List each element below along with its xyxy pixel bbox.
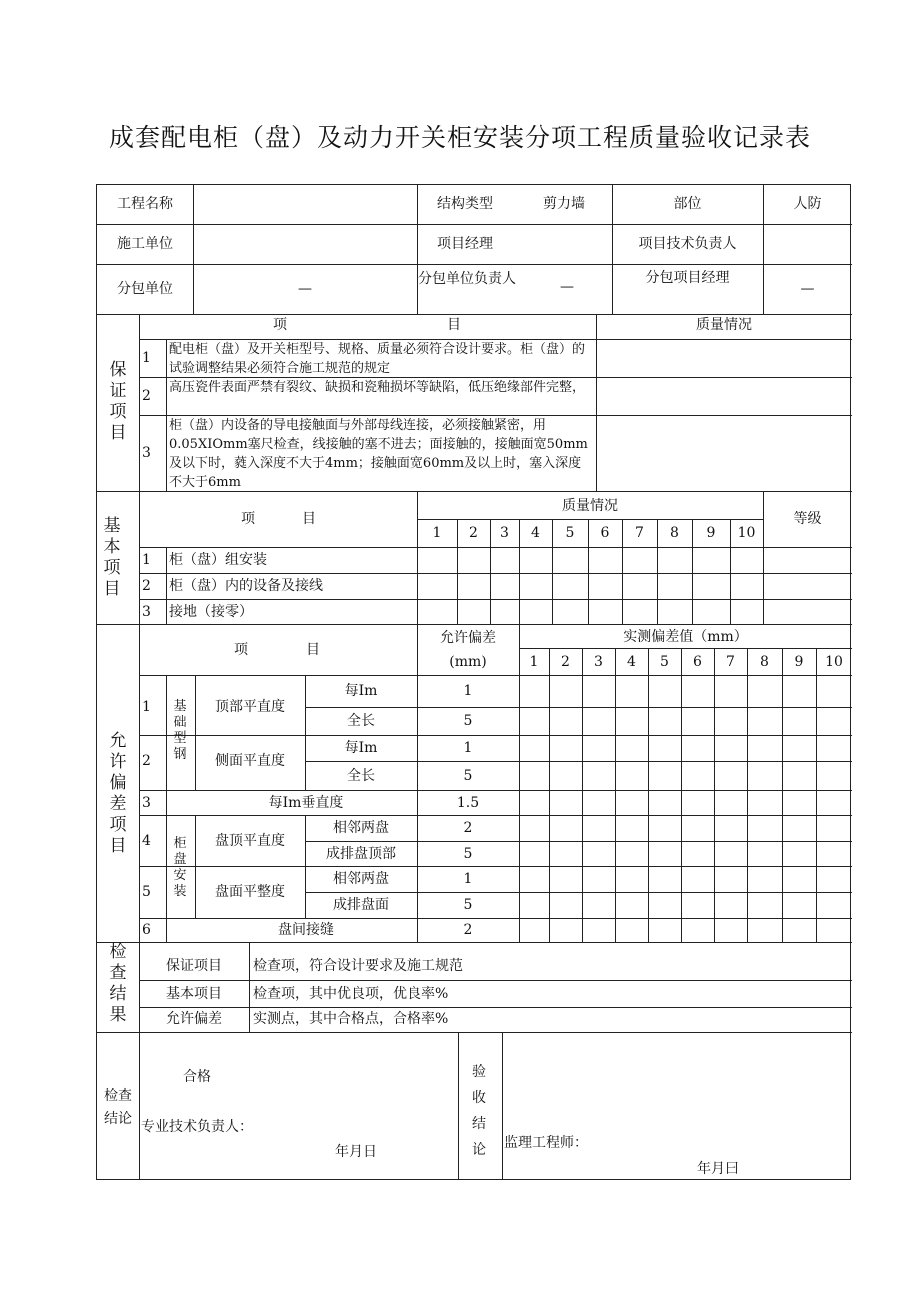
- subcontractor-label: 分包单位: [117, 281, 173, 297]
- subcontractor-value: —: [298, 281, 312, 297]
- deviation-row-no: 2: [142, 753, 151, 769]
- rule: [139, 1007, 852, 1008]
- rule: [139, 1032, 140, 1180]
- rule: [97, 624, 852, 625]
- measured-column-header: 6: [693, 654, 702, 670]
- rule: [139, 624, 140, 942]
- date-left: 年月日: [335, 1144, 377, 1160]
- measured-column-header: 9: [794, 654, 804, 670]
- measured-column-header: 10: [825, 654, 843, 670]
- guarantee-item-text: 配电柜（盘）及开关柜型号、规格、质量必须符合设计要求。柜（盘）的试验调整结果必须符合施工规范的规定: [169, 342, 586, 376]
- rule: [139, 815, 852, 816]
- allow-unit: (mm): [449, 654, 487, 670]
- rule: [305, 841, 852, 842]
- check-row-label: 允许偏差: [166, 1011, 222, 1027]
- rule: [139, 491, 140, 624]
- measured-column-header: 8: [760, 654, 769, 670]
- basic-column-header: 6: [600, 525, 610, 541]
- construction-unit-label: 施工单位: [117, 236, 173, 252]
- sub-manager-label: 分包项目经理: [645, 270, 730, 286]
- structure-type-value: 剪力墙: [543, 196, 585, 212]
- date-right: 年月曰: [697, 1161, 739, 1177]
- rule: [615, 648, 616, 942]
- rule: [139, 735, 852, 736]
- deviation-row-condition: 相邻两盘: [333, 820, 389, 836]
- rule: [816, 648, 817, 942]
- basic-item-header-a: 项: [241, 511, 255, 527]
- conclusion-label-b: 结论: [104, 1111, 132, 1127]
- basic-column-header: 8: [670, 525, 679, 541]
- rule: [139, 675, 852, 676]
- guarantee-section-label: 保证项目: [109, 360, 127, 443]
- rule: [97, 224, 852, 225]
- rule: [166, 675, 167, 942]
- deviation-row-item: 每Im垂直度: [268, 794, 344, 811]
- rule: [166, 547, 167, 624]
- deviation-row-no: 5: [142, 884, 151, 900]
- check-row-label: 保证项目: [166, 958, 222, 974]
- inspection-form: [96, 184, 851, 1180]
- basic-item-text: 柜（盘）组安装: [169, 552, 267, 568]
- rule: [417, 519, 763, 520]
- rule: [139, 918, 852, 919]
- rule: [648, 648, 649, 942]
- deviation-row-value: 5: [463, 897, 473, 913]
- basic-column-header: 4: [531, 525, 540, 541]
- project-manager-label: 项目经理: [437, 236, 493, 252]
- rule: [97, 1032, 852, 1033]
- rule: [305, 707, 852, 708]
- rule: [519, 648, 852, 649]
- group-panel-install: 柜盘安装: [173, 836, 187, 899]
- basic-item-text: 柜（盘）内的设备及接线: [169, 578, 323, 594]
- deviation-row-condition: 成排盘面: [333, 897, 389, 913]
- deviation-row-no: 4: [142, 833, 151, 849]
- deviation-row-value: 1: [463, 740, 473, 756]
- rule: [139, 980, 852, 981]
- group-foundation-steel: 基础型钢: [173, 699, 187, 762]
- deviation-row-no: 1: [142, 699, 151, 715]
- deviation-item-header-a: 项: [234, 642, 248, 658]
- rule: [782, 648, 783, 942]
- position-value: 人防: [793, 196, 822, 212]
- acceptance-label: 验收结论: [472, 1064, 486, 1158]
- deviation-row-value: 1.5: [456, 794, 480, 811]
- rule: [549, 648, 550, 942]
- deviation-row-no: 6: [142, 922, 151, 938]
- deviation-section-label: 允许偏差项目: [109, 731, 127, 856]
- deviation-row-value: 1: [463, 683, 473, 699]
- rule: [139, 790, 852, 791]
- deviation-row-value: 2: [463, 922, 473, 938]
- project-name-label: 工程名称: [117, 196, 173, 212]
- basic-column-header: 1: [432, 525, 442, 541]
- measured-column-header: 7: [726, 654, 735, 670]
- rule: [305, 892, 852, 893]
- sub-manager-value: —: [800, 281, 815, 297]
- check-row-label: 基本项目: [166, 986, 222, 1002]
- tech-lead-label: 项目技术负责人: [638, 236, 737, 252]
- rule: [139, 599, 852, 600]
- measured-column-header: 2: [561, 654, 570, 670]
- guarantee-quality-header: 质量情况: [696, 317, 752, 333]
- guarantee-item-no: 3: [142, 445, 151, 461]
- check-row-text: 检查项，其中优良项，优良率%: [253, 986, 449, 1002]
- conclusion-label-a: 检查: [104, 1088, 132, 1104]
- basic-column-header: 5: [565, 525, 575, 541]
- tech-lead-signature-label: 专业技术负责人：: [141, 1119, 253, 1135]
- basic-item-header-b: 目: [302, 511, 316, 527]
- measured-column-header: 1: [529, 654, 539, 670]
- basic-column-header: 9: [706, 525, 716, 541]
- rule: [502, 1032, 503, 1180]
- rule: [305, 761, 852, 762]
- page-title: 成套配电柜（盘）及动力开关柜安装分项工程质量验收记录表: [108, 123, 811, 152]
- basic-grade-header: 等级: [793, 511, 822, 527]
- rule: [249, 942, 250, 1032]
- allow-header: 允许偏差: [440, 630, 496, 646]
- basic-item-no: 3: [142, 604, 151, 620]
- deviation-row-item: 侧面平直度: [215, 753, 285, 769]
- measured-header: 实测偏差值（mm）: [623, 629, 748, 645]
- basic-item-no: 2: [142, 578, 151, 594]
- deviation-row-value: 5: [463, 845, 473, 862]
- deviation-row-item: 盘面平整度: [215, 884, 285, 900]
- guarantee-item-no: 1: [142, 350, 151, 366]
- guarantee-item-no: 2: [142, 388, 151, 404]
- deviation-row-value: 5: [463, 767, 473, 784]
- rule: [97, 264, 852, 265]
- guarantee-item-text: 高压瓷件表面严禁有裂纹、缺损和瓷釉损坏等缺陷，低压绝缘部件完整，: [169, 380, 586, 395]
- deviation-row-value: 1: [463, 871, 473, 887]
- rule: [417, 185, 418, 314]
- rule: [166, 339, 167, 491]
- basic-column-header: 3: [500, 525, 509, 541]
- conclusion-result: 合格: [183, 1069, 211, 1085]
- rule: [97, 942, 852, 943]
- rule: [139, 314, 140, 491]
- deviation-row-no: 3: [142, 794, 151, 811]
- deviation-row-value: 5: [463, 713, 473, 729]
- basic-item-text: 接地（接零）: [169, 604, 253, 620]
- guarantee-item-header-a: 项: [273, 317, 287, 333]
- deviation-row-condition: 相邻两盘: [333, 871, 389, 887]
- measured-column-header: 3: [594, 654, 603, 670]
- basic-item-no: 1: [142, 552, 151, 568]
- deviation-row-condition: 成排盘顶部: [326, 845, 396, 862]
- structure-type-label: 结构类型: [437, 196, 493, 212]
- deviation-row-condition: 每Im: [344, 683, 378, 699]
- basic-column-header: 7: [635, 525, 644, 541]
- rule: [195, 675, 196, 790]
- deviation-row-item: 盘顶平直度: [215, 833, 285, 849]
- check-result-label: 检查结果: [109, 942, 127, 1025]
- engineer-signature-label: 监理工程师：: [504, 1135, 588, 1151]
- rule: [139, 547, 852, 548]
- measured-column-header: 4: [627, 654, 636, 670]
- deviation-row-item: 顶部平直度: [215, 699, 285, 715]
- basic-section-label: 基本项目: [103, 516, 121, 599]
- guarantee-item-text: 柜（盘）内设备的导电接触面与外部母线连接，必须接触紧密，用0.05XIOmm塞尺检查，线接触的塞不进去；面接触的，接触面宽50mm及以下时，蕤入深度不大于4mm；接触面宽60mm及以上时，塞入深度不大于6mm: [169, 418, 588, 490]
- basic-column-header: 10: [737, 525, 756, 541]
- rule: [139, 866, 852, 867]
- deviation-row-condition: 每Im: [344, 740, 378, 756]
- deviation-row-condition: 全长: [347, 713, 375, 729]
- basic-quality-header: 质量情况: [562, 498, 618, 514]
- sub-lead-value: —: [560, 279, 574, 295]
- check-row-text: 检查项，符合设计要求及施工规范: [253, 958, 463, 974]
- rule: [458, 1032, 459, 1180]
- rule: [596, 314, 597, 491]
- deviation-row-value: 2: [463, 820, 473, 836]
- sub-lead-label: 分包单位负责人: [418, 271, 516, 287]
- check-row-text: 实测点，其中合格点，合格率%: [253, 1011, 449, 1027]
- measured-column-header: 5: [660, 654, 669, 670]
- rule: [139, 573, 852, 574]
- rule: [714, 648, 715, 942]
- basic-column-header: 2: [469, 525, 478, 541]
- rule: [681, 648, 682, 942]
- position-label: 部位: [673, 196, 702, 212]
- guarantee-item-header-b: 目: [447, 317, 461, 333]
- deviation-row-condition: 全长: [347, 767, 375, 784]
- deviation-item-header-b: 目: [306, 642, 320, 658]
- rule: [747, 648, 748, 942]
- rule: [582, 648, 583, 942]
- deviation-row-item: 盘间接缝: [278, 922, 334, 938]
